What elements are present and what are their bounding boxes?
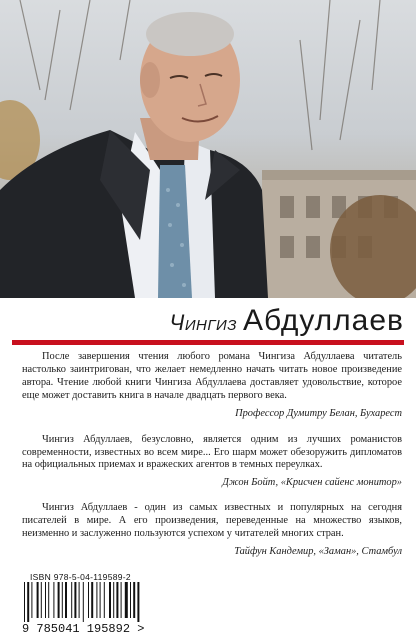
quote-text: Чингиз Абдуллаев, безусловно, является одним из лучших романистов современности, известных во всем мире... Его шарм может обезоружить дипломатов на официальных приемах и вражеских агентов в темных переулках. [22,433,402,471]
barcode-bar [41,582,42,618]
barcode-bar [116,582,118,618]
author-first-name: Чингиз [169,310,237,335]
barcode-bar [125,582,128,618]
barcode-bars [22,582,162,622]
author-name [170,304,405,338]
barcode-bar [65,582,67,618]
barcode-bar [109,582,111,618]
quote-source: Джон Бойт, «Крисчен сайенс монитор» [222,477,402,489]
review-quote [22,502,402,557]
barcode-bar [100,582,101,618]
barcode-bar [137,582,139,622]
barcode-bar [113,582,114,618]
author-last-name: Абдуллаев [242,304,404,337]
quote-source: Тайфун Кандемир, «Заман», Стамбул [234,546,402,558]
quote-source: Профессор Думитру Белан, Бухарест [235,407,402,419]
barcode-bar [48,582,49,618]
barcode-bar [91,582,93,618]
barcode-bar [24,582,25,622]
barcode-bar [71,582,72,618]
barcode-bar [62,582,63,618]
barcode-bar [27,582,29,622]
author-portrait-illustration [0,0,416,298]
isbn-label: ISBN 978-5-04-119589-2 [30,572,131,582]
review-quote [22,434,402,489]
barcode-bar [133,582,135,618]
barcode-bar [31,582,32,618]
barcode-bar [83,582,84,622]
barcode-bar [45,582,46,618]
quote-text: После завершения чтения любого романа Чингиза Абдуллаева читатель настолько заинтригован, что желает немедленно начать читать новое произведение автора. Чтение любой книги Чингиза Абдуллаева доставляет удовольствие, которое еще может доставить книга в начале двадцать первого века. [22,351,402,401]
quote-text: Чингиз Абдуллаев - один из самых известных и популярных на сегодня писателей в мире. А его произведения, переведенные на множество языков, неизменно и заслуженно пользуются успехом у читателей многих стран. [22,502,402,540]
barcode-bar [58,582,60,618]
review-quotes [22,351,402,557]
barcode-bar [53,582,54,618]
barcode-digits: 9 785041 195892 > [22,622,145,636]
barcode-bar [74,582,76,618]
author-photo [0,0,416,298]
review-quote [22,351,402,419]
barcode-bar [130,582,131,618]
barcode-bar [121,582,122,618]
accent-divider [12,340,404,345]
barcode-bar [37,582,39,618]
barcode-bar [79,582,80,618]
barcode-bar [88,582,89,618]
barcode-bar [96,582,97,618]
barcode-bar [104,582,105,618]
